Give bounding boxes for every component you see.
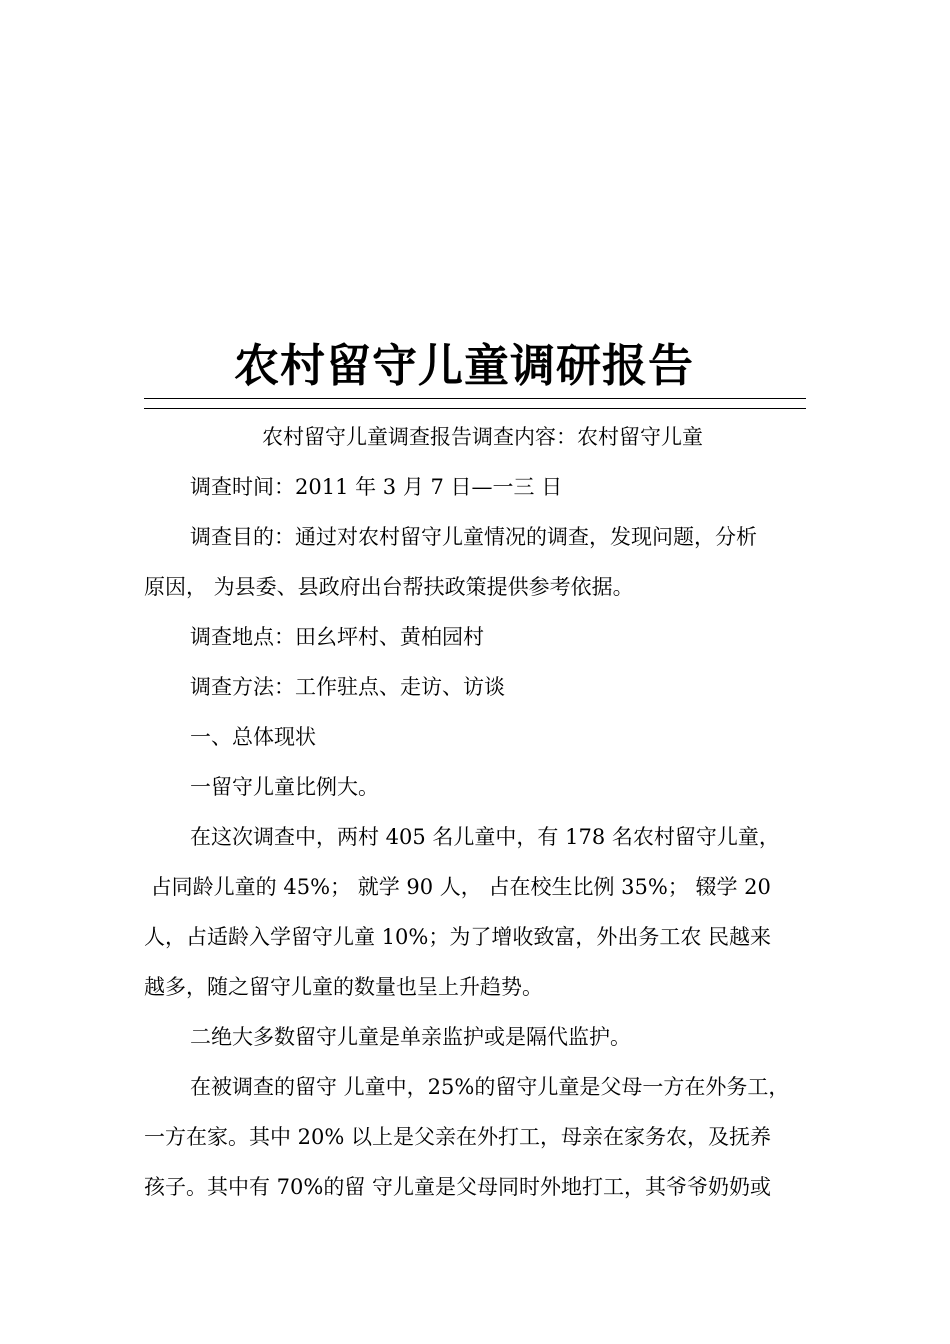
title-rule-lower: [144, 408, 806, 409]
paragraph-2-line-1: 在被调查的留守 儿童中，25%的留守儿童是父母一方在外务工，: [190, 1075, 790, 1099]
paragraph-1-line-4: 越多，随之留守儿童的数量也呈上升趋势。: [144, 975, 543, 999]
survey-location-line: 调查地点：田幺坪村、黄柏园村: [190, 625, 484, 649]
paragraph-1-line-1: 在这次调查中，两村 405 名儿童中，有 178 名农村留守儿童，: [190, 825, 780, 849]
paragraph-2-line-2: 一方在家。其中 20% 以上是父亲在外打工，母亲在家务农，及抚养: [144, 1125, 772, 1149]
survey-purpose-line: 调查目的：通过对农村留守儿童情况的调查，发现问题，分析: [190, 525, 757, 549]
survey-time-line: 调查时间：2011 年 3 月 7 日—一三 日: [190, 475, 563, 499]
subsection-heading-1: 一留守儿童比例大。: [190, 775, 379, 799]
survey-method-line: 调查方法：工作驻点、走访、访谈: [190, 675, 505, 699]
survey-content-line: 农村留守儿童调查报告调查内容：农村留守儿童: [262, 425, 703, 449]
document-title: 农村留守儿童调研报告: [234, 339, 695, 392]
paragraph-1-line-3: 人，占适龄入学留守儿童 10%；为了增收致富，外出务工农 民越来: [144, 925, 772, 949]
paragraph-2-line-3: 孩子。其中有 70%的留 守儿童是父母同时外地打工，其爷爷奶奶或: [144, 1175, 772, 1199]
section-heading: 一、总体现状: [190, 725, 316, 749]
subsection-heading-2: 二绝大多数留守儿童是单亲监护或是隔代监护。: [190, 1025, 631, 1049]
paragraph-1-line-2: 占同龄儿童的 45%； 就学 90 人， 占在校生比例 35%； 辍学 20: [144, 875, 771, 899]
title-rule-upper: [144, 398, 806, 399]
survey-purpose-line-cont: 原因， 为县委、县政府出台帮扶政策提供参考依据。: [144, 575, 634, 599]
